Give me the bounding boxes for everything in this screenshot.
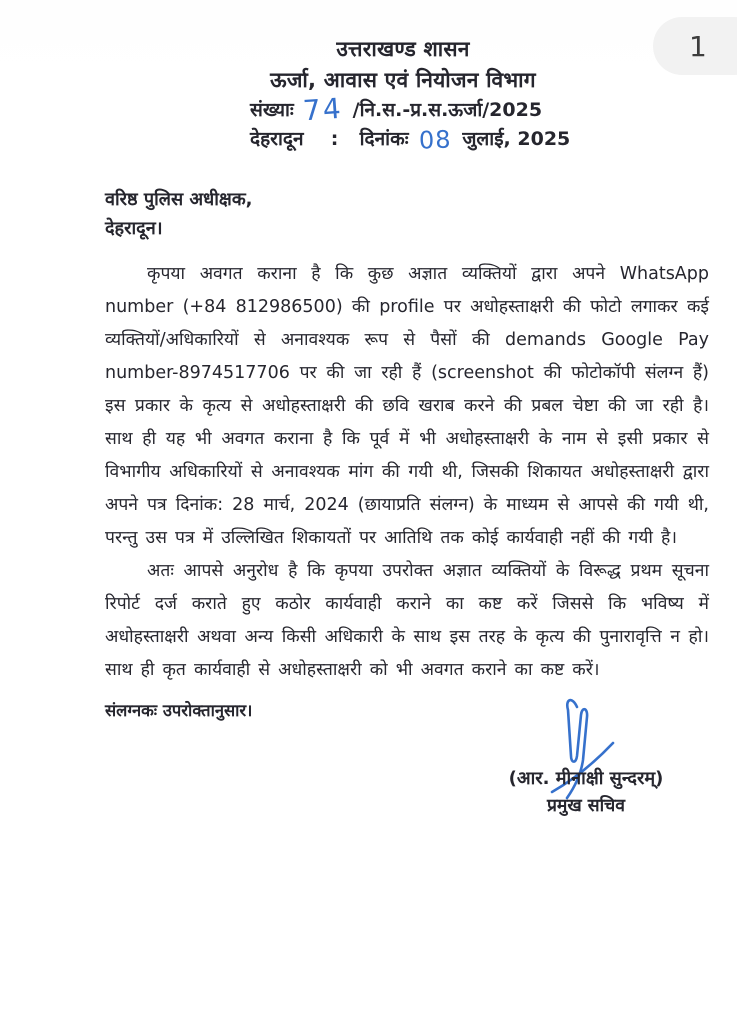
ref-rest: /नि.स.-प्र.स.ऊर्जा/2025 [352, 99, 543, 121]
signatory-designation: प्रमुख सचिव [546, 796, 626, 816]
government-title: उत्तराखण्ड शासन [336, 37, 470, 61]
addressee-block [105, 185, 252, 243]
enclosure-line: संलग्नकः उपरोक्तानुसार। [105, 701, 253, 720]
page-number: 1 [689, 29, 707, 63]
date-rest: जुलाई, 2025 [462, 128, 571, 150]
letter-header [250, 36, 571, 155]
body-paragraph-1: कृपया अवगत कराना है कि कुछ अज्ञात व्यक्तियों द्वारा अपने WhatsApp number (+84 812986500) की profile पर अधोहस्ताक्षरी की फोटो लगाकर कई व्यक्तियों/अधिकारियों से अनावश्यक रूप से पैसों की demands Google Pay number-8974517706 पर की जा रही हैं (screenshot की फोटोकॉपी संलग्न हैं) इस प्रकार के कृत्य से अधोहस्ताक्षरी की छवि खराब करने की प्रबल चेष्टा की जा रही है। साथ ही यह भी अवगत कराना है कि पूर्व में भी अधोहस्ताक्षरी के नाम से इसी प्रकार से विभागीय अधिकारियों से अनावश्यक मांग की गयी थी, जिसकी शिकायत अधोहस्ताक्षरी द्वारा अपने पत्र दिनांक: 28 मार्च, 2024 (छायाप्रति संलग्न) के माध्यम से आपसे की गयी थी, परन्तु उस पत्र में उल्लिखित शिकायतों पर आतिथि तक कोई कार्यवाही नहीं की गयी है। [105, 264, 709, 548]
page-number-badge [653, 17, 737, 75]
ref-label: संख्याः [250, 99, 294, 121]
body-paragraph-2: अतः आपसे अनुरोध है कि कृपया उपरोक्त अज्ञात व्यक्तियों के विरूद्ध प्रथम सूचना रिपोर्ट दर्ज कराते हुए कठोर कार्यवाही कराने का कष्ट करें जिससे कि भविष्य में अधोहस्ताक्षरी अथवा अन्य किसी अधिकारी के साथ इस तरह के कृत्य की पुनारावृत्ति न हो। साथ ही कृत कार्यवाही से अधोहस्ताक्षरी को भी अवगत कराने का कष्ट करें। [105, 561, 709, 680]
addressee-city: देहरादून। [105, 218, 163, 239]
department-title: ऊर्जा, आवास एवं नियोजन विभाग [270, 68, 536, 92]
addressee-designation: वरिष्ठ पुलिस अधीक्षक, [105, 189, 253, 210]
place-date-line [250, 125, 571, 155]
handwritten-ref-number: 74 [302, 91, 345, 128]
letter-body [105, 258, 709, 687]
handwritten-date-day: 08 [418, 125, 453, 155]
reference-number-line [250, 91, 556, 128]
separator: : [330, 128, 339, 150]
signatory-name: (आर. मीनाक्षी सुन्दरम्) [508, 768, 664, 789]
place: देहरादून [250, 128, 304, 150]
date-label: दिनांकः [359, 128, 409, 150]
signature-block [495, 767, 677, 818]
